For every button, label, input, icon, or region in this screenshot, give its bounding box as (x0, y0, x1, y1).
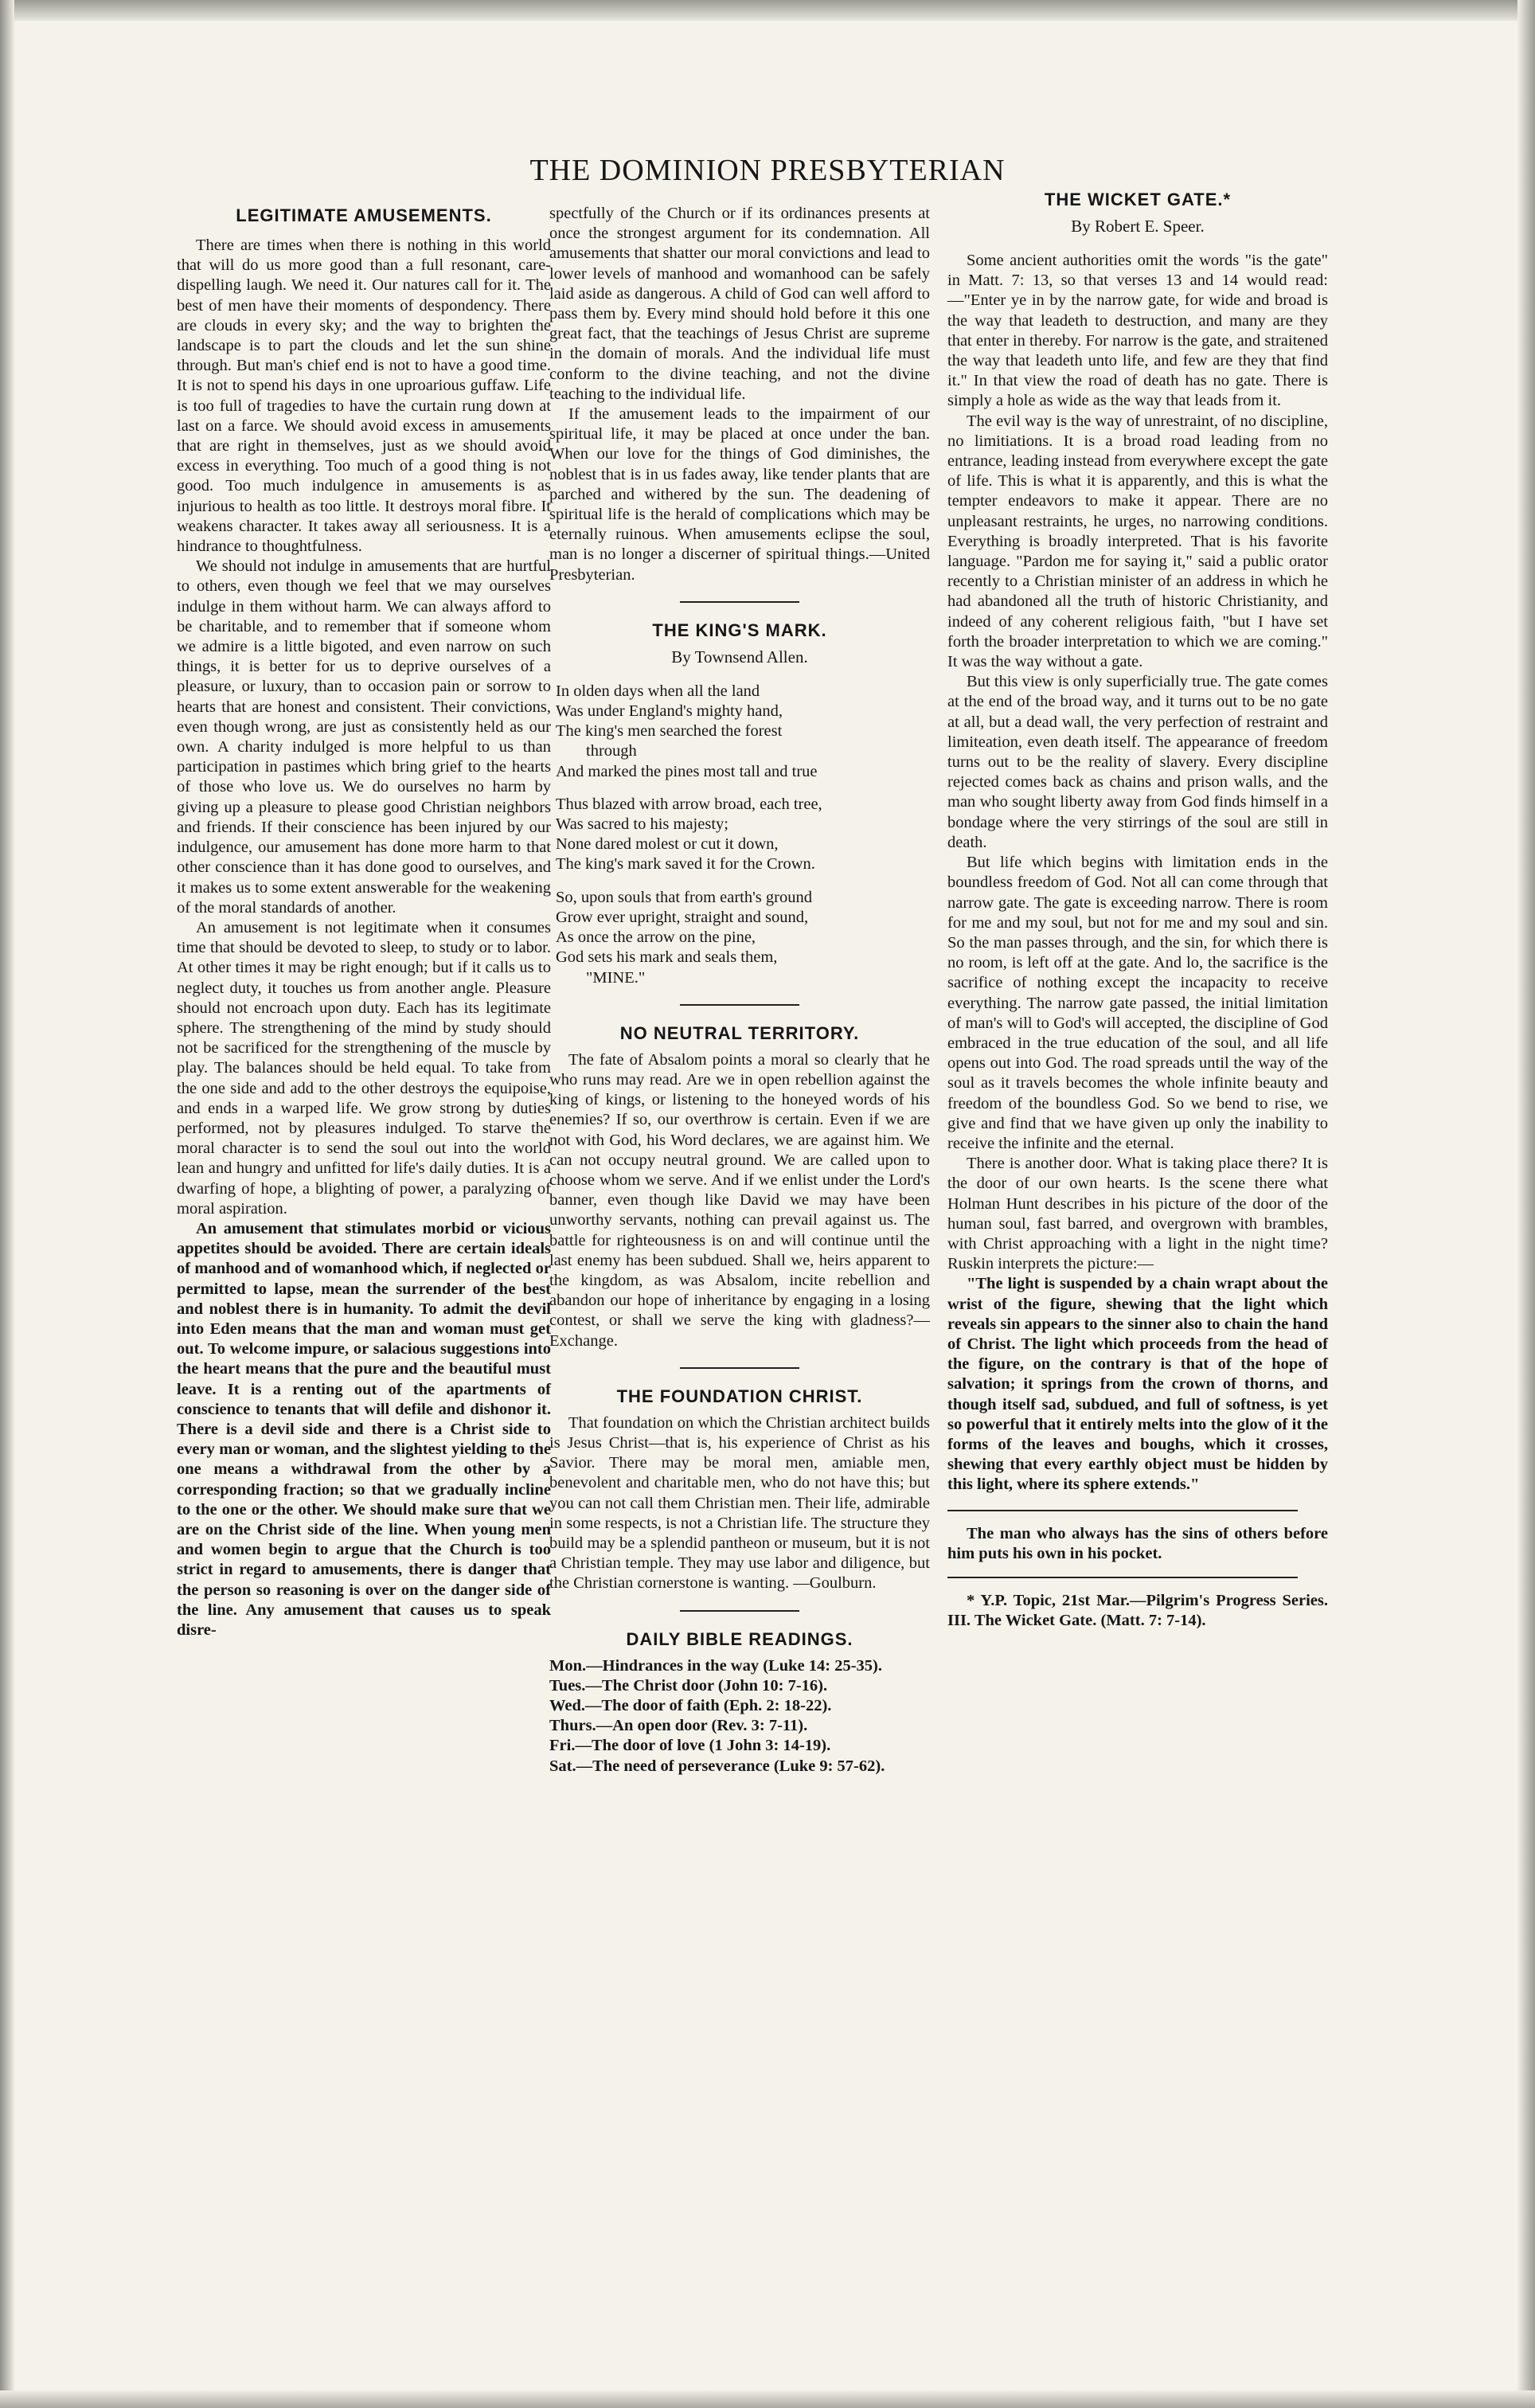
poem-line: The king's mark saved it for the Crown. (556, 855, 815, 874)
reading-item: Mon.—Hindrances in the way (Luke 14: 25-35). (549, 1656, 882, 1675)
paragraph: But life which begins with limitation ends in the boundless freedom of God. Not all can come through that narrow gate. The gate is exceeding narrow. There is room for me and my soul, but not for me and my soul and sin. So the man passes through, and the sin, for which there is no room, is left off at the gate. And lo, the sacrifice is the sacrifice of nothing except the incapacity to receive everything. The narrow gate passed, the initial limitation of man's will to God's will accepted, the discipline of God embraced in the true education of the soul, and all life opens out into God. The road spreads until the way of the soul as it travels becomes the whole infinite beauty and freedom of the boundless God. So we bend to rise, we give and find that we have given up only the inability to receive the infinite and the eternal. (947, 854, 1328, 1152)
paragraph: An amusement is not legitimate when it consumes time that should be devoted to sleep, to study or to labor. At other times it may be right enough; but if it calls us to neglect duty, it touches us from another angle. Pleasure should not encroach upon duty. Each has its legitimate sphere. The strengthening of the mind by study should not be sacrificed for the strengthening of the muscle by play. The balances should be held equal. To take from the one side and add to the other destroys the equipoise, and ends in a warped life. We grow strong by duties performed, not by pleasures indulged. To starve the moral character is to send the soul out into the world lean and hungry and unfitted for life's daily duties. It is a dwarfing of hope, a blighting of power, a paralyzing of moral aspiration. (177, 918, 551, 1218)
paragraph: But this view is only superficially true. The gate comes at the end of the broad way, and it turns out to be no gate at all, but a dead wall, the very perfection of restraint and limiteation, even death itself. The appearance of freedom turns out to be the reality of slavery. Every discipline rejected comes back as chains and prison walls, and the man who sought liberty away from God finds himself in a bondage where the very stirrings of the soul are still in death. (947, 673, 1328, 851)
paragraph-continued: spectfully of the Church or if its ordinances presents at once the strongest argument for its condemnation. All amusements that shatter our moral convictions and lead to lower levels of manhood and womanhood can be safely laid aside as dangerous. A child of God can well afford to pass them by. Every mind should hold before it this one great fact, that the teachings of Jesus Christ are supreme in the domain of morals. And the individual life must conform to the divine teaching, and not the divine teaching to the individual life. (549, 205, 930, 403)
article-title-wicket-gate: THE WICKET GATE.* (1044, 190, 1232, 209)
reading-item: Wed.—The door of faith (Eph. 2: 18-22). (549, 1696, 832, 1714)
paragraph: There are times when there is nothing in this world that will do us more good than a full resonant, care-dispelling laugh. We need it. Our natures call for it. The best of men have their moments of despondency. There are clouds in every sky; and the way to brighten the landscape is to part the clouds and let the sun shine through. But man's chief end is not to have a good time. It is not to spend his days in one uproarious guffaw. Life is too full of tragedies to have the curtain rung down at last on a farce. We should avoid excess in amusements that are right in themselves, just as we should avoid excess in everything. Too much of a good thing is not good. Too much indulgence in amusements is as injurious to health as too little. It destroys moral fibre. It weakens character. It takes away all seriousness. It is a hindrance to thoughtfulness. (177, 236, 551, 556)
poem-line: None dared molest or cut it down, (556, 835, 779, 854)
divider-rule (680, 601, 799, 603)
poem-line: And marked the pines most tall and true (556, 762, 818, 780)
poem-line: The king's men searched the forest (556, 722, 783, 741)
divider-rule (680, 1610, 799, 1612)
divider-rule (947, 1510, 1298, 1511)
reading-item: Tues.—The Christ door (John 10: 7-16). (549, 1676, 828, 1695)
column-1 (177, 205, 551, 1640)
reading-item: Sat.—The need of perseverance (Luke 9: 57-62). (549, 1757, 885, 1775)
poem-line: God sets his mark and seals them, (556, 948, 778, 967)
poem-line: Thus blazed with arrow broad, each tree, (556, 795, 822, 813)
paragraph: The evil way is the way of unrestraint, of no discipline, no limitiations. It is a broad road leading from no entrance, leading instead from everywhere except the gate of life. This is what it is apparently, and this is what the tempter endeavors to make it appear. There are no unpleasant restraints, he urges, no narrowing conditions. Everything is broadly interpreted. That is his favorite language. "Pardon me for saying it," said a public orator recently to a Christian minister of an address in which he had abandoned all the truth of historic Christianity, and indeed of any coherent religious faith, "but I have set forth the broader interpretation to which we are coming." It was the way without a gate. (947, 412, 1328, 671)
page-edge-left (0, 0, 14, 2408)
paragraph: Some ancient authorities omit the words "is the gate" in Matt. 7: 13, so that verses 13 and 14 would read:—"Enter ye in by the narrow gate, for wide and broad is the way that leadeth to destruction, and many are they that enter in thereby. For narrow is the gate, and straitened the way that leadeth unto life, and few are they that find it." In that view the road of death has no gate. There is simply a hole as wide as the way that leads from it. (947, 252, 1328, 410)
poem-line: In olden days when all the land (556, 682, 760, 700)
article-title-legitimate-amusements: LEGITIMATE AMUSEMENTS. (236, 205, 492, 225)
closing-maxim: The man who always has the sins of others before him puts his own in his pocket. (947, 1524, 1328, 1562)
reading-item: Thurs.—An open door (Rev. 3: 7-11). (549, 1717, 808, 1735)
running-head: THE DOMINION PRESBYTERIAN (529, 154, 1006, 187)
column-3 (947, 190, 1328, 1631)
page-edge-right (1517, 0, 1535, 2408)
poem-line: Was under England's mighty hand, (556, 702, 783, 721)
article-title-no-neutral-territory: NO NEUTRAL TERRITORY. (619, 1022, 860, 1043)
article-title-foundation-christ: THE FOUNDATION CHRIST. (616, 1386, 863, 1406)
poem-line: "MINE." (586, 968, 646, 987)
poem-line: Was sacred to his majesty; (556, 815, 728, 834)
byline: By Robert E. Speer. (1071, 217, 1205, 236)
poem-line: So, upon souls that from earth's ground (556, 888, 812, 906)
poem-stanza (549, 795, 930, 875)
paragraph: We should not indulge in amusements that are hurtful to others, even though we feel that we may ourselves indulge in them without harm. We can always afford to be charitable, and to remember that if someone whom we admire is a little bigoted, and even narrow on such things, it is better for us to deprive ourselves of a pleasure, or luxury, than to occasion pain or sorrow to hearts that are honest and consistent. Their convictions, even though wrong, are just as consistently held as our own. A charity indulged is more helpful to us than participation in pastimes which bring grief to the hearts of those who love us. We do ourselves no harm by giving up a pleasure to please good Christian neighbors and friends. If their conscience has been injured by our indulgence, our amusement has done more harm to that other conscience than it has done good to ourselves, and it makes us to some extent answerable for the weakening of the moral standards of another. (177, 557, 551, 917)
page-edge-bottom (0, 2390, 1535, 2408)
readings-list (549, 1656, 930, 1777)
divider-rule (680, 1004, 799, 1006)
paragraph: The fate of Absalom points a moral so clearly that he who runs may read. Are we in open rebellion against the king of kings, or listening to the honeyed words of his enemies? If so, our overthrow is certain. Even if we are not with God, his Word declares, we are against him. We can not occupy neutral ground. We are called upon to choose whom we serve. And if we enlist under the Lord's banner, even though like David we may have been unworthy servants, nothing can prevail against us. The battle for righteousness is on and will continue until the last enemy has been subdued. Shall we, heirs apparent to the kingdom, as was Absalom, incite rebellion and abandon our hope of inheritance by engaging in a losing contest, or shall we serve the king with gladness?—Exchange. (549, 1050, 930, 1350)
poem-line: Grow ever upright, straight and sound, (556, 908, 809, 926)
paragraph: That foundation on which the Christian architect builds is Jesus Christ—that is, his experience of Christ as his Savior. There may be moral men, amiable men, benevolent and charitable men, who do not have this; but you can not call them Christian men. Their life, admirable in some respects, is not a Christian life. The structure they build may be a splendid pantheon or museum, but it is not a Christian temple. They may use labor and diligence, but the Christian cornerstone is wanting. —Goulburn. (549, 1413, 930, 1593)
footnote: * Y.P. Topic, 21st Mar.—Pilgrim's Progress Series. III. The Wicket Gate. (Matt. 7: 7-14). (947, 1592, 1328, 1630)
poem-stanza (549, 888, 930, 988)
article-title-kings-mark: THE KING'S MARK. (652, 620, 827, 640)
paragraph: An amusement that stimulates morbid or vicious appetites should be avoided. There are certain ideals of manhood and of womanhood which, if neglected or permitted to lapse, mean the surrender of the best and noblest there is in humanity. To admit the devil into Eden means that the man and woman must get out. To welcome impure, or salacious suggestions into the heart means that the pure and the beautiful must leave. It is a renting out of the apartments of conscience to tenants that will defile and dishonor it. There is a devil side and there is a Christ side to every man or woman, and the slightest yielding to the one means a withdrawal from the other by a corresponding fraction; so that we gradually incline to the one or the other. We should make sure that we are on the Christ side of the line. When young men and women begin to argue that the Church is too strict in regard to amusements, there is danger that the person so reasoning is over on the danger side of the line. Any amusement that causes us to speak disre- (177, 1219, 551, 1640)
column-2 (549, 204, 930, 1777)
page-edge-top (0, 0, 1535, 21)
poem-stanza (549, 682, 930, 782)
poem-line: As once the arrow on the pine, (556, 928, 756, 947)
paragraph: If the amusement leads to the impairment of our spiritual life, it may be placed at once under the ban. When our love for the things of God diminishes, the noblest that is in us fades away, like tender plants that are parched and withered by the sun. The deadening of spiritual life is the herald of complications which may be eternally ruinous. When amusements eclipse the soul, man is no longer a discerner of spiritual things.—United Presbyterian. (549, 405, 930, 584)
quotation-paragraph: "The light is suspended by a chain wrapt about the wrist of the figure, shewing that the light which reveals sin appears to the sinner also to chain the hand of Christ. The light which proceeds from the head of the figure, on the contrary is that of the hope of salvation; it springs from the crown of thorns, and though itself sad, subdued, and full of softness, is yet so powerful that it entirely melts into the glow of it the forms of the leaves and boughs, which it crosses, shewing that every earthly object must be hidden by this light, where its sphere extends." (947, 1275, 1328, 1494)
poem-line: through (586, 742, 637, 760)
byline: By Townsend Allen. (671, 647, 808, 666)
article-title-daily-bible-readings: DAILY BIBLE READINGS. (626, 1628, 853, 1649)
divider-rule (947, 1577, 1298, 1578)
paragraph: There is another door. What is taking place there? It is the door of our own hearts. Is the scene there what Holman Hunt describes in his picture of the door of the human soul, fast barred, and overgrown with brambles, with Christ approaching with a light in the night time? Ruskin interprets the picture:— (947, 1155, 1328, 1273)
divider-rule (680, 1367, 799, 1369)
reading-item: Fri.—The door of love (1 John 3: 14-19). (549, 1737, 831, 1755)
